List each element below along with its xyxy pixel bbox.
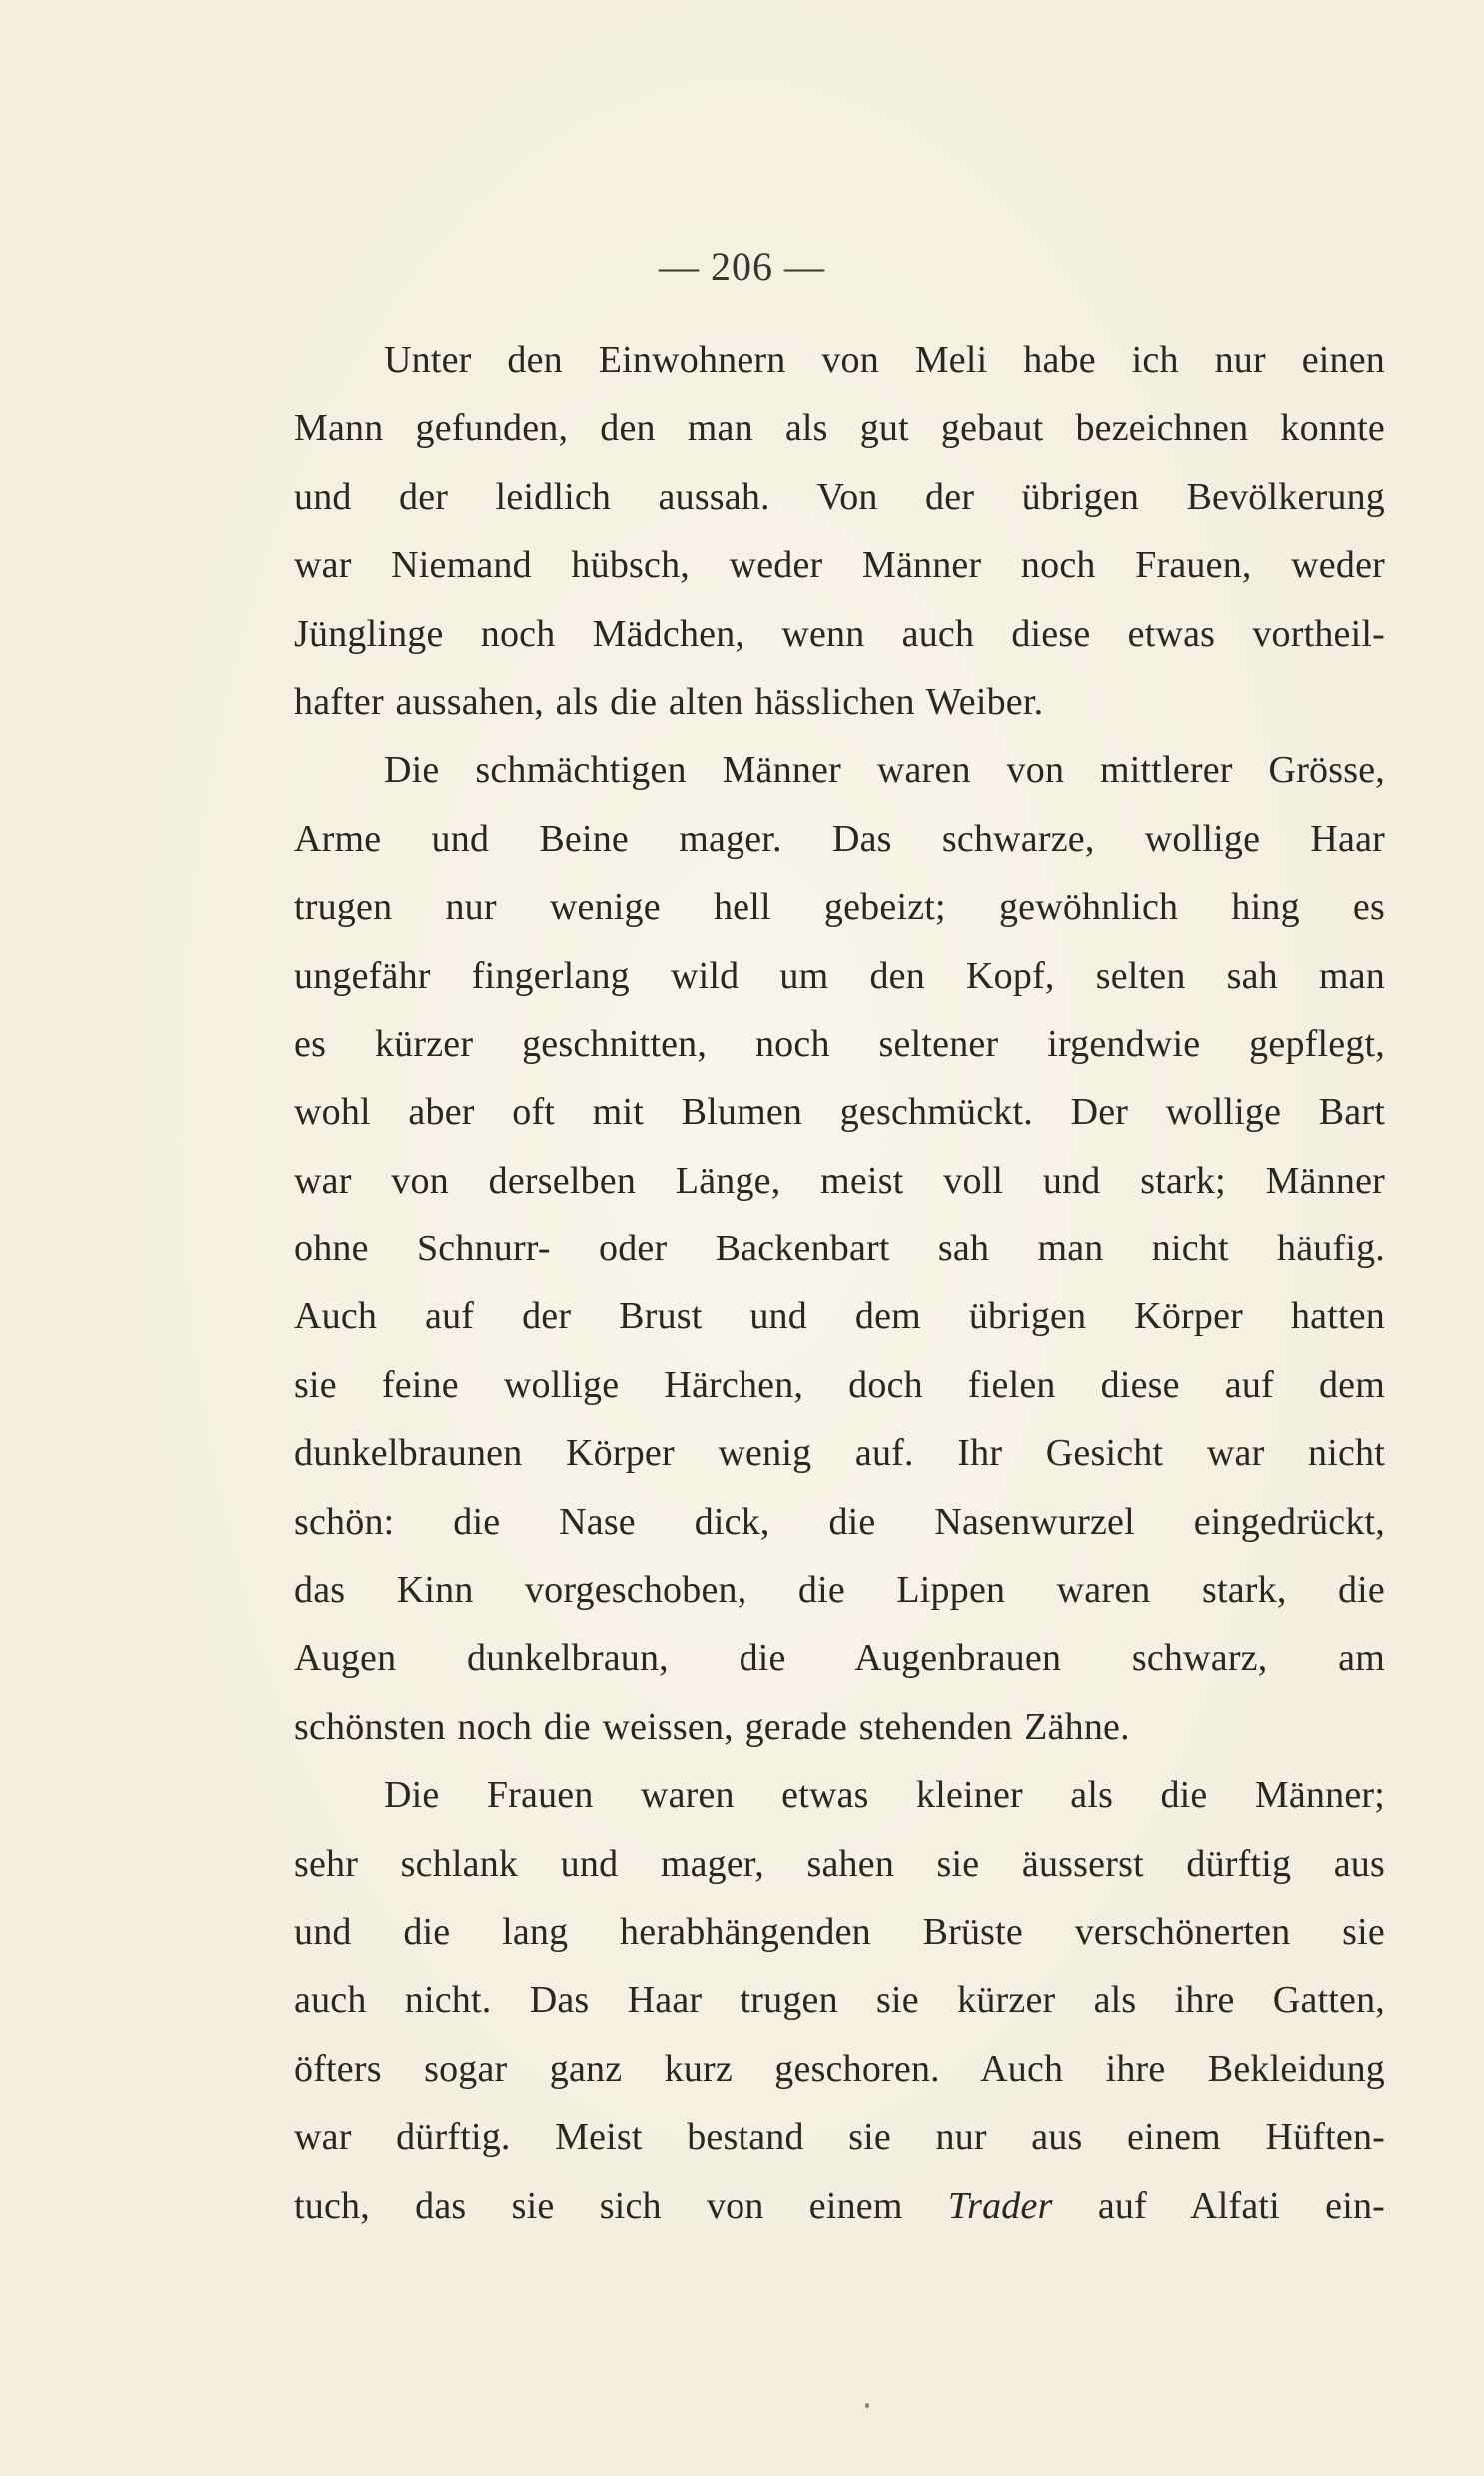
- text-line: Die Frauen waren etwas kleiner als die Männer;: [384, 1774, 1385, 1817]
- text-run: tuch, das sie sich von einem: [294, 2184, 903, 2227]
- text-line: sie feine wollige Härchen, doch fielen diese auf dem: [294, 1363, 1385, 1406]
- text-line: ungefähr fingerlang wild um den Kopf, selten sah man: [294, 954, 1385, 997]
- page-number: — 206 —: [659, 244, 825, 289]
- text-line: öfters sogar ganz kurz geschoren. Auch ihre Bekleidung: [294, 2047, 1385, 2090]
- text-line: war dürftig. Meist bestand sie nur aus einem Hüften-: [294, 2116, 1385, 2159]
- text-line: sehr schlank und mager, sahen sie äusserst dürftig aus: [294, 1842, 1385, 1885]
- text-line: Unter den Einwohnern von Meli habe ich nur einen: [384, 339, 1385, 381]
- text-line: schön: die Nase dick, die Nasenwurzel eingedrückt,: [294, 1500, 1385, 1543]
- text-line: Die schmächtigen Männer waren von mittlerer Grösse,: [384, 749, 1385, 792]
- text-line: ohne Schnurr- oder Backenbart sah man nicht häufig.: [294, 1228, 1385, 1270]
- text-line: auch nicht. Das Haar trugen sie kürzer als ihre Gatten,: [294, 1979, 1385, 2022]
- body-text: [294, 326, 1385, 2240]
- text-line: Augen dunkelbraun, die Augenbrauen schwarz, am: [294, 1637, 1385, 1680]
- text-line-final: [294, 2172, 1385, 2240]
- text-line: Auch auf der Brust und dem übrigen Körper hatten: [294, 1295, 1385, 1338]
- text-line: trugen nur wenige hell gebeizt; gewöhnlich hing es: [294, 886, 1385, 929]
- text-line: wohl aber oft mit Blumen geschmückt. Der wollige Bart: [294, 1091, 1385, 1134]
- text-line: und die lang herabhängenden Brüste verschönerten sie: [294, 1910, 1385, 1953]
- italic-word: Trader: [947, 2184, 1053, 2227]
- text-line: es kürzer geschnitten, noch seltener irgendwie gepflegt,: [294, 1022, 1385, 1065]
- text-line: schönsten noch die weissen, gerade stehenden Zähne.: [294, 1705, 1130, 1748]
- text-line: das Kinn vorgeschoben, die Lippen waren stark, die: [294, 1569, 1385, 1612]
- text-line: war von derselben Länge, meist voll und stark; Männer: [294, 1159, 1385, 1202]
- text-line: Mann gefunden, den man als gut gebaut bezeichnen konnte: [294, 407, 1385, 450]
- text-run: auf Alfati ein-: [1097, 2184, 1386, 2227]
- text-line: Jünglinge noch Mädchen, wenn auch diese etwas vortheil-: [294, 612, 1385, 655]
- text-line: dunkelbraunen Körper wenig auf. Ihr Gesicht war nicht: [294, 1432, 1385, 1475]
- text-line: und der leidlich aussah. Von der übrigen Bevölkerung: [294, 475, 1385, 518]
- text-line: hafter aussahen, als die alten hässlichen Weiber.: [294, 680, 1044, 723]
- text-line: war Niemand hübsch, weder Männer noch Frauen, weder: [294, 544, 1385, 587]
- paper-speck: [865, 2403, 869, 2408]
- text-line: Arme und Beine mager. Das schwarze, wollige Haar: [294, 817, 1385, 860]
